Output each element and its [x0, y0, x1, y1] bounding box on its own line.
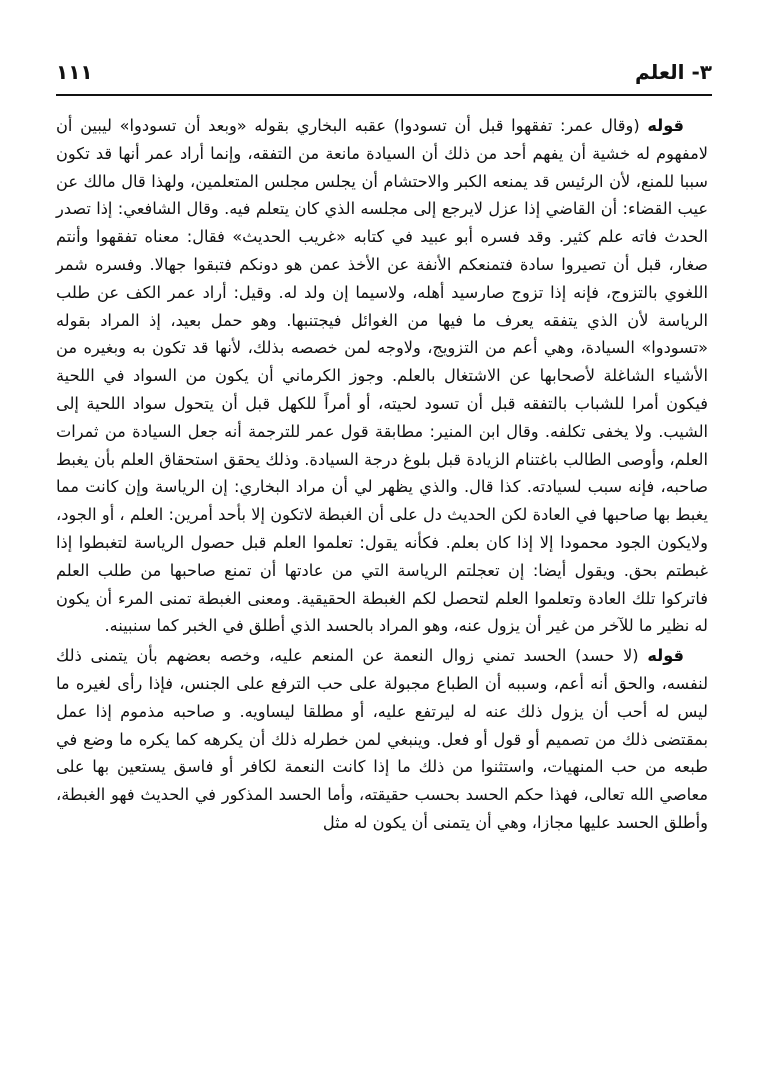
chapter-title: ٣- العلم	[635, 60, 712, 84]
page-header	[56, 54, 712, 94]
page-number: ١١١	[56, 60, 93, 84]
paragraph-lead-word: قوله	[647, 646, 684, 666]
paragraph-la-hasad	[56, 642, 708, 837]
paragraph-text: (وقال عمر: تفقهوا قبل أن تسودوا) عقبه البخاري بقوله «وبعد أن تسودوا» ليبين أن لامفهوم له خشية أن يفهم أحد من ذلك أن السيادة مانعة من التفقه، وإنما أراد عمر أنها قد تكون سببا للمنع، لأن الرئيس قد يمنعه الكبر والاحتشام أن يجلس مجلس المتعلمين، ولهذا قال مالك عن عيب القضاء: أن القاضي إذا عزل لايرجع إلى مجلسه الذي كان يتعلم فيه. وقال الشافعي: إذا تصدر الحدث فاته علم كثير. وقد فسره أبو عبيد في كتابه «غريب الحديث» فقال: معناه تفقهوا وأنتم صغار، قبل أن تصيروا سادة فتمنعكم الأنفة عن الأخذ عمن هو دونكم فتبقوا جهالا. وفسره شمر اللغوي بالتزوج، فإنه إذا تزوج صارسيد أهله، ولاسيما إن ولد له. وقيل: أراد عمر الكف عن طلب الرياسة لأن الذي يتفقه يعرف ما فيها من الغوائل فيجتنبها. وهو حمل بعيد، إذ المراد بقوله «تسودوا» السيادة، وهي أعم من التزويج، ولاوجه لمن خصصه بذلك، لأنها قد تكون به وبغيره من الأشياء الشاغلة لأصحابها عن الاشتغال بالعلم. وجوز الكرماني أن يكون من السواد في اللحية فيكون أمرا للشباب بالتفقه قبل أن تسود لحيته، أو أمراً للكهل قبل أن يتحول سواد اللحية إلى الشيب. ولا يخفى تكلفه. وقال ابن المنير: مطابقة قول عمر للترجمة أنه جعل السيادة من ثمرات العلم، وأوصى الطالب باغتنام الزيادة قبل بلوغ درجة السيادة. وذلك يحقق استحقاق العلم بأن يغبط صاحبه، فإنه سبب لسيادته. كذا قال. والذي يظهر لي أن مراد البخاري: إن الرياسة وإن كانت مما يغبط بها صاحبها في العادة لكن الحديث دل على أن الغبطة لاتكون إلا بأحد أمرين: العلم ، أو الجود، ولايكون الجود محمودا إلا إذا كان بعلم. فكأنه يقول: تعلموا العلم قبل حصول الرياسة لتغبطوا إذا غبطتم بحق. ويقول أيضا: إن تعجلتم الرياسة التي من عادتها أن تمنع صاحبها من طلب العلم فاتركوا تلك العادة وتعلموا العلم لتحصل لكم الغبطة الحقيقية. ومعنى الغبطة تمنى المرء أن يكون له نظير ما للآخر من غير أن يزول عنه، وهو المراد بالحسد الذي أطلق في الخبر كما سنبينه.	[56, 116, 708, 636]
paragraph-umar-tafaqqahu	[56, 112, 708, 640]
paragraph-lead-word: قوله	[647, 116, 684, 135]
header-divider	[56, 94, 712, 96]
paragraph-text: (لا حسد) الحسد تمني زوال النعمة عن المنعم عليه، وخصه بعضهم بأن يتمنى ذلك لنفسه، والحق أنه أعم، وسببه أن الطباع مجبولة على حب الترفع على الجنس، فإذا رأى لغيره ما ليس له أحب أن يزول ذلك عنه له ليرتفع عليه، أو مطلقا ليساويه. و صاحبه مذموم إذا عمل بمقتضى ذلك من تصميم أو قول أو فعل. وينبغي لمن خطرله ذلك أن يكرهه كما يكره ما وضع في طبعه من حب المنهيات، واستثنوا من ذلك ما إذا كانت النعمة لكافر أو فاسق يستعين بها على معاصي الله تعالى، فهذا حكم الحسد بحسب حقيقته، وأما الحسد المذكور في الحديث فهو الغبطة، وأطلق الحسد عليها مجازا، وهي أن يتمنى أن يكون له مثل	[56, 646, 708, 832]
body-text	[56, 112, 708, 837]
